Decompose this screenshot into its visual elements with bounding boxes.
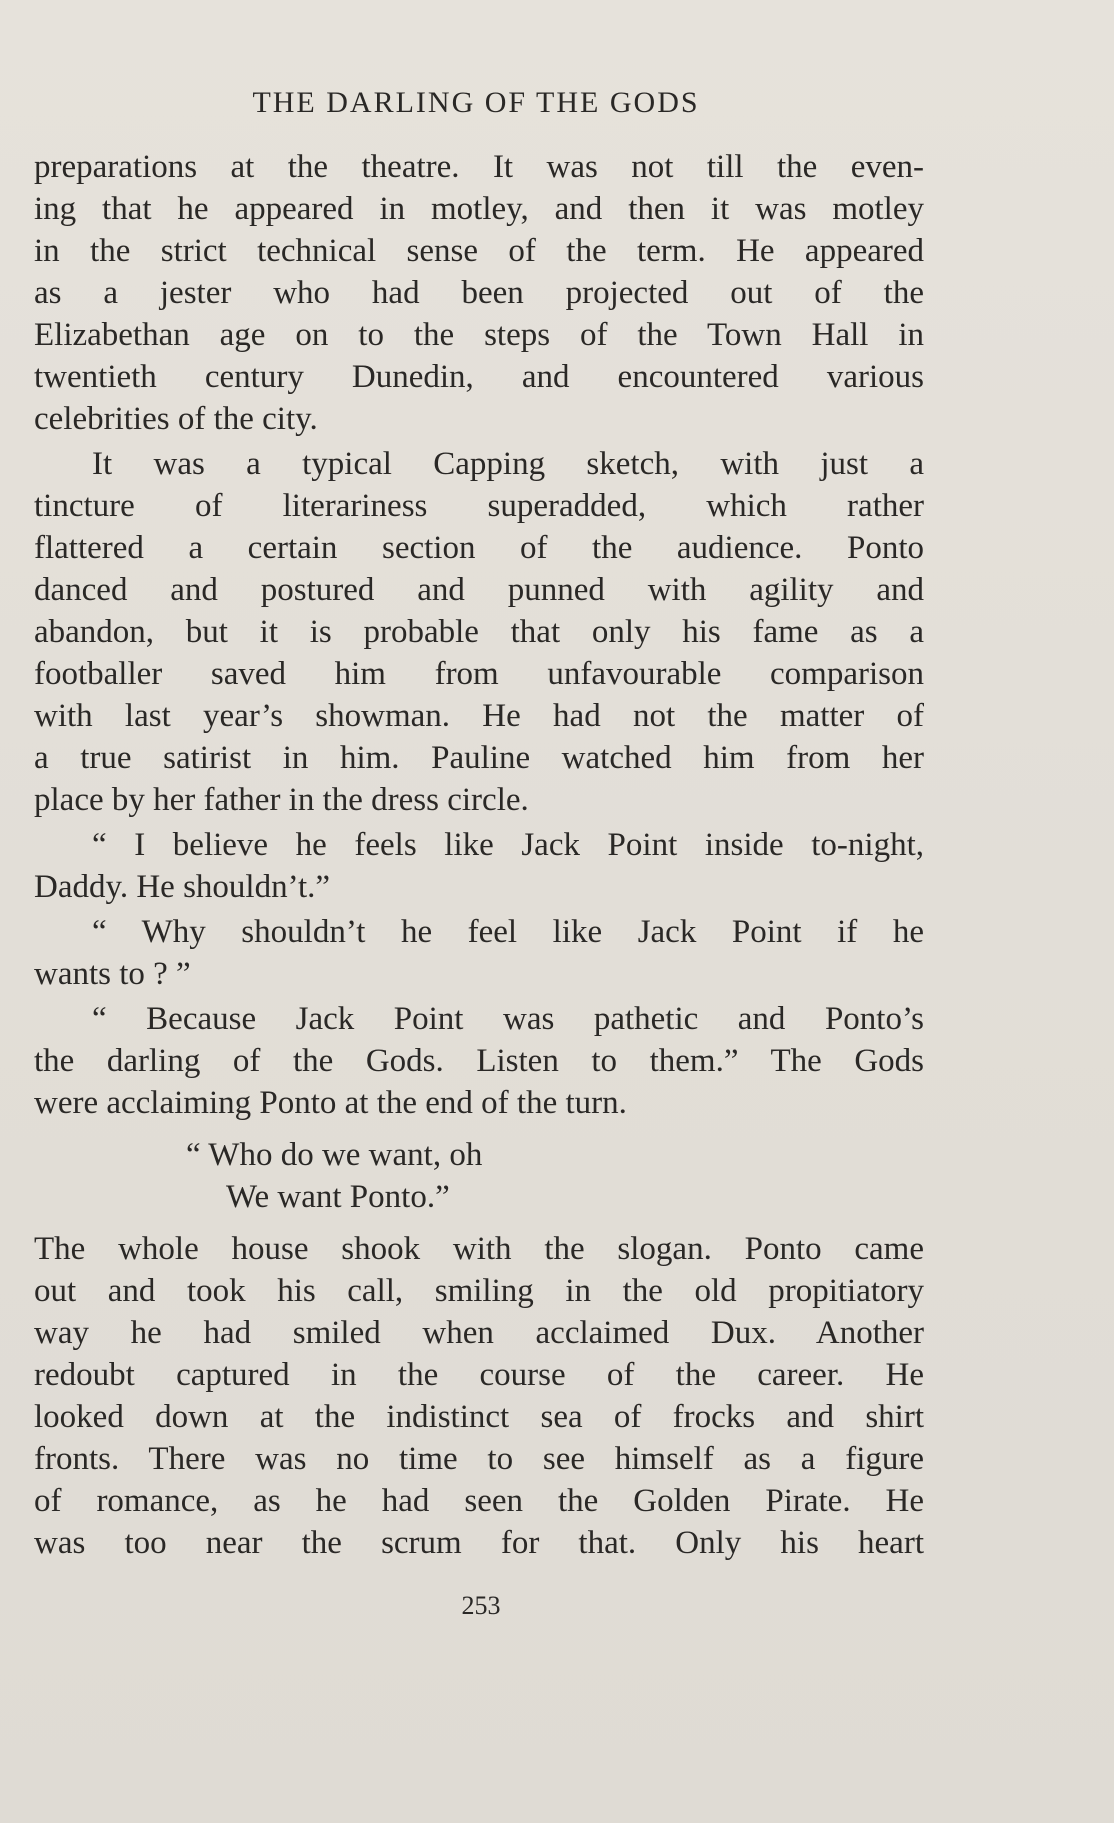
text-line: “ Because Jack Point was pathetic and Ponto’s [92,1001,924,1037]
text-line: wants to ? ” [34,956,191,992]
paragraph [34,443,924,821]
text-line: redoubt captured in the course of the career. He [34,1357,924,1393]
text-line: celebrities of the city. [34,401,318,437]
text-line: was too near the scrum for that. Only his heart [34,1525,924,1561]
paragraph [34,998,924,1124]
text-line: preparations at the theatre. It was not till the even- [34,149,924,185]
verse-quote [34,1134,924,1218]
text-line: ing that he appeared in motley, and then it was motley [34,191,924,227]
text-line: danced and postured and punned with agility and [34,572,924,608]
verse-line: “ Who do we want, oh [186,1137,483,1173]
text-line: Elizabethan age on to the steps of the Town Hall in [34,317,924,353]
text-line: looked down at the indistinct sea of frocks and shirt [34,1399,924,1435]
text-line: fronts. There was no time to see himself as a figure [34,1441,924,1477]
text-line: Daddy. He shouldn’t.” [34,869,331,905]
text-line: “ Why shouldn’t he feel like Jack Point if he [92,914,924,950]
paragraph [34,824,924,908]
text-line: way he had smiled when acclaimed Dux. Another [34,1315,924,1351]
paragraph [34,1228,924,1564]
text-line: footballer saved him from unfavourable comparison [34,656,924,692]
verse-line: We want Ponto.” [226,1179,450,1215]
text-line: It was a typical Capping sketch, with just a [92,446,924,482]
text-line: tincture of literariness superadded, which rather [34,488,924,524]
text-line: out and took his call, smiling in the old propitiatory [34,1273,924,1309]
paragraph [34,911,924,995]
text-line: of romance, as he had seen the Golden Pirate. He [34,1483,924,1519]
text-line: in the strict technical sense of the term. He appeared [34,233,924,269]
page-number: 253 [461,1591,501,1620]
text-line: with last year’s showman. He had not the matter of [34,698,924,734]
paragraph [34,146,924,440]
text-line: flattered a certain section of the audience. Ponto [34,530,924,566]
text-line: place by her father in the dress circle. [34,782,529,818]
text-line: were acclaiming Ponto at the end of the turn. [34,1085,627,1121]
text-line: a true satirist in him. Pauline watched him from her [34,740,924,776]
text-line: twentieth century Dunedin, and encountered various [34,359,924,395]
text-line: “ I believe he feels like Jack Point inside to-night, [92,827,924,863]
text-line: The whole house shook with the slogan. Ponto came [34,1231,924,1267]
body-text [34,146,924,1564]
text-line: the darling of the Gods. Listen to them.” The Gods [34,1043,924,1079]
text-line: as a jester who had been projected out of the [34,275,924,311]
running-head: THE DARLING OF THE GODS [252,86,700,119]
text-line: abandon, but it is probable that only his fame as a [34,614,924,650]
